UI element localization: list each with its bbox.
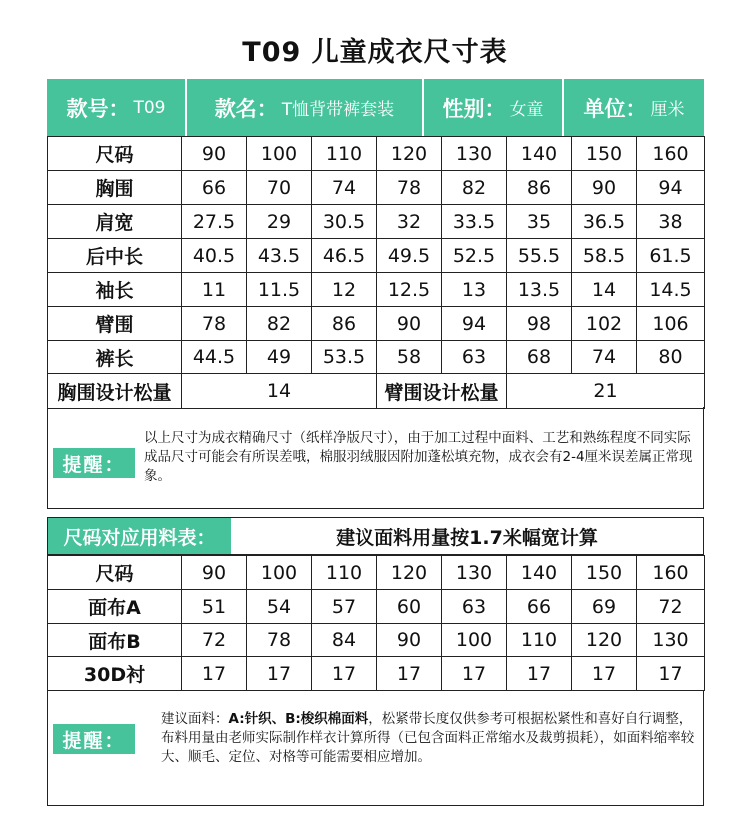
size-cell: 30.5 <box>312 205 377 239</box>
size-table <box>47 136 705 409</box>
size-cell: 74 <box>572 341 637 374</box>
unit-cell <box>564 79 704 136</box>
chest-ease-label: 胸围设计松量 <box>48 374 182 409</box>
chest-ease-value: 14 <box>182 374 377 409</box>
unit-label: 单位： <box>583 96 647 121</box>
size-cell: 160 <box>637 137 705 171</box>
fabric-table <box>47 555 705 691</box>
tip-box-fabric <box>47 690 704 806</box>
size-row <box>48 273 705 307</box>
size-cell: 11 <box>182 273 247 307</box>
fabric-cell: 120 <box>377 556 442 590</box>
fabric-cell: 54 <box>247 590 312 624</box>
size-cell: 55.5 <box>507 239 572 273</box>
size-cell: 98 <box>507 307 572 341</box>
fabric-cell: 84 <box>312 624 377 657</box>
gender-label: 性别： <box>442 96 506 121</box>
size-cell: 74 <box>312 171 377 205</box>
size-row-label: 后中长 <box>48 239 182 273</box>
arm-ease-value: 21 <box>507 374 705 409</box>
size-cell: 78 <box>377 171 442 205</box>
size-cell: 36.5 <box>572 205 637 239</box>
size-row <box>48 341 705 374</box>
size-cell: 110 <box>312 137 377 171</box>
fabric-cell: 60 <box>377 590 442 624</box>
size-cell: 61.5 <box>637 239 705 273</box>
fabric-cell: 130 <box>637 624 705 657</box>
size-cell: 90 <box>572 171 637 205</box>
unit-value: 厘米 <box>650 100 685 120</box>
size-cell: 12.5 <box>377 273 442 307</box>
size-row <box>48 137 705 171</box>
size-cell: 14 <box>572 273 637 307</box>
size-cell: 29 <box>247 205 312 239</box>
tip-box-size <box>47 407 704 509</box>
fabric-section-subtitle: 建议面料用量按1.7米幅宽计算 <box>336 526 598 549</box>
fabric-row <box>48 624 705 657</box>
fabric-row-label: 面布B <box>48 624 182 657</box>
fabric-cell: 69 <box>572 590 637 624</box>
fabric-cell: 78 <box>247 624 312 657</box>
size-row-label: 臂围 <box>48 307 182 341</box>
gender-cell <box>424 79 564 136</box>
size-cell: 27.5 <box>182 205 247 239</box>
size-cell: 68 <box>507 341 572 374</box>
item-name-cell <box>187 79 424 136</box>
fabric-cell: 140 <box>507 556 572 590</box>
size-cell: 150 <box>572 137 637 171</box>
fabric-cell: 51 <box>182 590 247 624</box>
fabric-tip-rest: ，松紧带长度仅供参考可根据松紧性和喜好自行调整，布料用量由老师实际制作样衣计算所得（已包含面料正常缩水及裁剪损耗），如面料缩率较大、顺毛、定位、对格等可能需要相应增加。 <box>161 711 695 765</box>
size-cell: 49 <box>247 341 312 374</box>
fabric-tip-text <box>161 710 699 767</box>
fabric-cell: 17 <box>312 657 377 691</box>
size-row <box>48 307 705 341</box>
item-number-value: T09 <box>133 97 166 118</box>
tip-badge: 提醒： <box>53 448 135 478</box>
fabric-row <box>48 556 705 590</box>
size-cell: 140 <box>507 137 572 171</box>
fabric-section-heading: 尺码对应用料表： <box>48 518 231 554</box>
fabric-cell: 110 <box>507 624 572 657</box>
fabric-cell: 17 <box>182 657 247 691</box>
tip-badge: 提醒： <box>53 724 135 754</box>
fabric-cell: 72 <box>182 624 247 657</box>
size-row-label: 袖长 <box>48 273 182 307</box>
size-row <box>48 205 705 239</box>
fabric-cell: 57 <box>312 590 377 624</box>
fabric-cell: 17 <box>507 657 572 691</box>
size-row-label: 尺码 <box>48 137 182 171</box>
size-cell: 82 <box>442 171 507 205</box>
size-cell: 32 <box>377 205 442 239</box>
size-cell: 33.5 <box>442 205 507 239</box>
fabric-tip-prefix: 建议面料： <box>161 711 229 727</box>
fabric-cell: 90 <box>377 624 442 657</box>
fabric-cell: 120 <box>572 624 637 657</box>
fabric-cell: 100 <box>247 556 312 590</box>
size-cell: 58.5 <box>572 239 637 273</box>
fabric-cell: 17 <box>442 657 507 691</box>
size-cell: 100 <box>247 137 312 171</box>
size-cell: 43.5 <box>247 239 312 273</box>
arm-ease-label: 臂围设计松量 <box>377 374 507 409</box>
size-cell: 86 <box>312 307 377 341</box>
fabric-row-label: 尺码 <box>48 556 182 590</box>
size-cell: 53.5 <box>312 341 377 374</box>
size-cell: 94 <box>442 307 507 341</box>
size-cell: 35 <box>507 205 572 239</box>
fabric-cell: 17 <box>377 657 442 691</box>
size-cell: 40.5 <box>182 239 247 273</box>
size-row <box>48 171 705 205</box>
size-row-label: 胸围 <box>48 171 182 205</box>
size-cell: 52.5 <box>442 239 507 273</box>
fabric-cell: 17 <box>572 657 637 691</box>
fabric-cell: 17 <box>637 657 705 691</box>
fabric-row <box>48 657 705 691</box>
fabric-row-label: 30D衬 <box>48 657 182 691</box>
size-cell: 120 <box>377 137 442 171</box>
size-cell: 58 <box>377 341 442 374</box>
tip-text: 以上尺寸为成衣精确尺寸（纸样净版尺寸），由于加工过程中面料、工艺和熟练程度不同实际成品尺寸可能会有所误差哦，棉服羽绒服因附加蓬松填充物，成衣会有2-4厘米误差属正常现象。 <box>144 430 693 484</box>
fabric-cell: 130 <box>442 556 507 590</box>
item-name-label: 款名： <box>214 96 278 121</box>
fabric-cell: 63 <box>442 590 507 624</box>
size-cell: 66 <box>182 171 247 205</box>
fabric-cell: 100 <box>442 624 507 657</box>
item-number-cell <box>47 79 187 136</box>
size-cell: 38 <box>637 205 705 239</box>
size-cell: 78 <box>182 307 247 341</box>
fabric-section-header <box>47 517 704 555</box>
size-cell: 80 <box>637 341 705 374</box>
fabric-cell: 72 <box>637 590 705 624</box>
fabric-cell: 17 <box>247 657 312 691</box>
fabric-cell: 66 <box>507 590 572 624</box>
size-cell: 13 <box>442 273 507 307</box>
size-cell: 106 <box>637 307 705 341</box>
size-row-label: 肩宽 <box>48 205 182 239</box>
item-name-value: T恤背带裤套装 <box>281 100 395 120</box>
garment-info-bar <box>47 79 704 136</box>
page-title: T09 儿童成衣尺寸表 <box>242 37 508 68</box>
size-cell: 14.5 <box>637 273 705 307</box>
size-row <box>48 239 705 273</box>
size-cell: 90 <box>182 137 247 171</box>
size-cell: 12 <box>312 273 377 307</box>
size-cell: 82 <box>247 307 312 341</box>
size-cell: 86 <box>507 171 572 205</box>
size-cell: 13.5 <box>507 273 572 307</box>
fabric-cell: 160 <box>637 556 705 590</box>
fabric-cell: 150 <box>572 556 637 590</box>
size-cell: 102 <box>572 307 637 341</box>
gender-value: 女童 <box>509 100 544 120</box>
size-row-label: 裤长 <box>48 341 182 374</box>
size-cell: 11.5 <box>247 273 312 307</box>
fabric-cell: 90 <box>182 556 247 590</box>
item-number-label: 款号： <box>66 96 130 121</box>
fabric-cell: 110 <box>312 556 377 590</box>
size-cell: 46.5 <box>312 239 377 273</box>
size-cell: 130 <box>442 137 507 171</box>
size-cell: 49.5 <box>377 239 442 273</box>
size-cell: 63 <box>442 341 507 374</box>
size-cell: 70 <box>247 171 312 205</box>
size-cell: 44.5 <box>182 341 247 374</box>
fabric-tip-bold: A:针织、B:梭织棉面料 <box>228 711 369 727</box>
fabric-row <box>48 590 705 624</box>
fabric-row-label: 面布A <box>48 590 182 624</box>
ease-row <box>48 374 705 409</box>
size-cell: 94 <box>637 171 705 205</box>
size-cell: 90 <box>377 307 442 341</box>
